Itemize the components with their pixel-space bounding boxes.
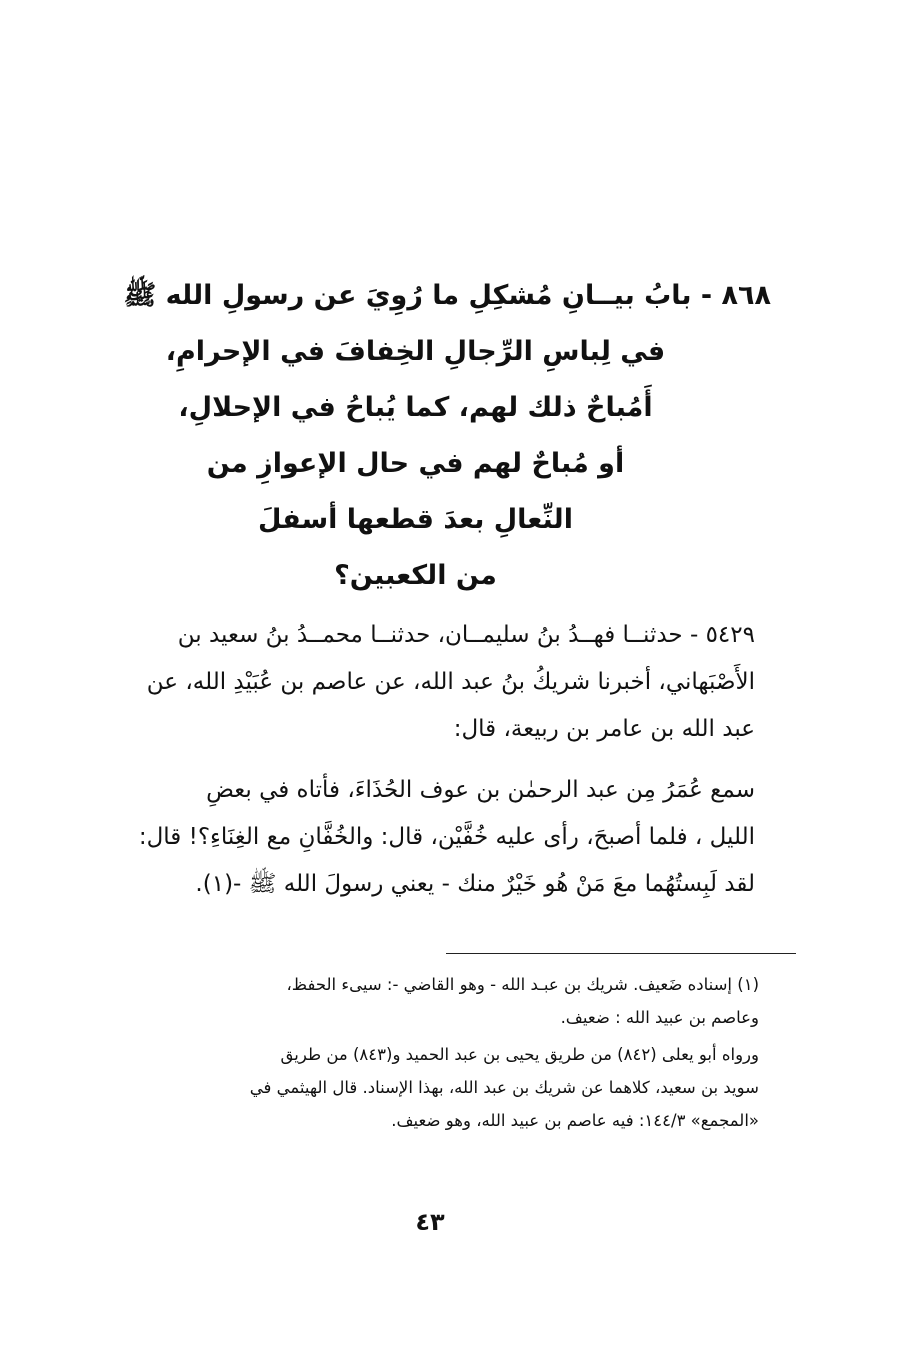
footnote-1 (100, 968, 759, 1034)
footnote-line: «المجمع» ١٤٤/٣: فيه عاصم بن عبيد الله، وهو ضعيف. (391, 1111, 759, 1130)
chapter-heading-line: أو مُباحٌ لهم في حال الإعوازِ من (206, 448, 625, 479)
hadith-line: ٥٤٢٩ - حدثنــا فهــدُ بنُ سليمــان، حدثنــا محمــدُ بنُ سعيد بن (177, 622, 755, 648)
hadith-line: الليل ، فلما أصبحَ، رأى عليه خُفَّيْن، قال: والخُفَّانِ مع الغِنَاءِ؟! قال: (138, 824, 755, 850)
chapter-heading-line: أَمُباحٌ ذلك لهم، كما يُباحُ في الإحلالِ، (178, 392, 653, 423)
hadith-line: لقد لَبِستُهُما معَ مَنْ هُو خَيْرٌ منك - يعني رسولَ الله ﷺ -(١). (195, 871, 755, 897)
hadith-isnad (100, 612, 755, 753)
chapter-heading-line: من الكعبين؟ (334, 560, 497, 591)
hadith-text (100, 612, 755, 908)
page-number: ٤٣ (415, 1208, 445, 1236)
hadith-line: الأَصْبَهاني، أخبرنا شريكُ بنُ عبد الله، عن عاصم بن عُبَيْدِ الله، عن (146, 669, 755, 695)
chapter-heading (60, 268, 771, 604)
footnote-line: وعاصم بن عبيد الله : ضعيف. (560, 1008, 759, 1027)
footnote-line: ورواه أبو يعلى (٨٤٢) من طريق يحيى بن عبد الحميد و(٨٤٣) من طريق (280, 1045, 759, 1064)
hadith-matn (100, 767, 755, 908)
hadith-line: عبد الله بن عامر بن ربيعة، قال: (453, 716, 755, 742)
footnotes (100, 968, 759, 1137)
footnote-line: (١) إسناده ضَعيف. شريك بن عبـد الله - وهو القاضي -: سيىء الحفظ، (286, 975, 759, 994)
hadith-line: سمع عُمَرُ مِن عبد الرحمٰن بن عوف الحُذَاءَ، فأتاه في بعضِ (206, 777, 755, 803)
chapter-heading-line: النِّعالِ بعدَ قطعها أسفلَ (258, 504, 573, 535)
footnote-separator (446, 953, 796, 954)
footnote-2 (100, 1038, 759, 1137)
chapter-heading-line: ٨٦٨ - بابُ بيــانِ مُشكِلِ ما رُوِيَ عن رسولِ الله ﷺ (123, 280, 771, 311)
footnote-line: سويد بن سعيد، كلاهما عن شريك بن عبد الله، بهذا الإسناد. قال الهيثمي في (249, 1078, 759, 1097)
chapter-heading-line: في لِباسِ الرِّجالِ الخِفافَ في الإحرامِ، (165, 336, 666, 367)
